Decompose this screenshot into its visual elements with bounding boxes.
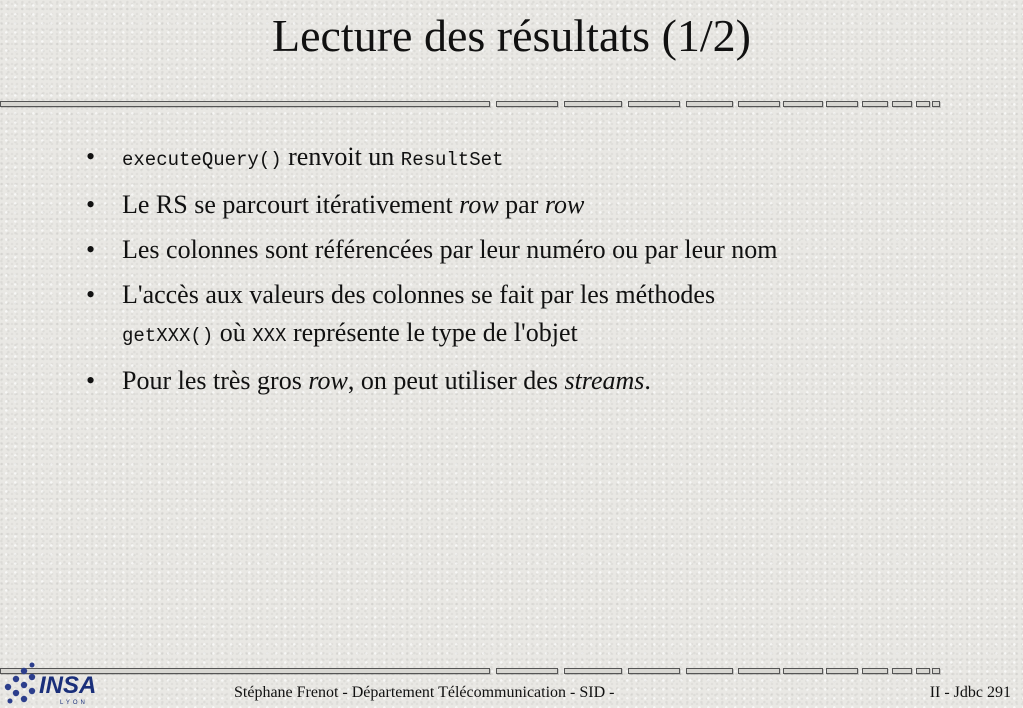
bullet-icon: •: [86, 190, 96, 219]
bullet-icon: •: [86, 142, 96, 171]
bullet-text: où: [213, 318, 253, 347]
emphasis-row: row: [459, 190, 499, 219]
divider-segment: [892, 668, 912, 674]
svg-text:LYON: LYON: [60, 700, 88, 706]
bullet-text: Pour les très gros: [122, 366, 309, 395]
divider-segment: [862, 101, 888, 107]
slide-title: Lecture des résultats (1/2): [272, 10, 751, 61]
bullet-text: , on peut utiliser des: [347, 366, 565, 395]
divider-segment: [738, 668, 780, 674]
bullet-item-5: [86, 362, 986, 400]
divider-segment: [686, 101, 733, 107]
emphasis-row: row: [544, 190, 585, 219]
code-getxxx: getXXX(): [122, 325, 214, 347]
footer-author: Stéphane Frenot - Département Télécommunication - SID -: [234, 684, 615, 701]
svg-text:INSA: INSA: [39, 672, 97, 699]
bullet-text: Le RS se parcourt itérativement: [122, 190, 460, 219]
divider-segment: [826, 101, 858, 107]
divider-segment: [496, 101, 558, 107]
divider-segment: [916, 668, 930, 674]
divider-segment: [686, 668, 733, 674]
bullet-text: par: [498, 190, 545, 219]
divider-segment: [628, 101, 680, 107]
bullet-list: [86, 138, 986, 407]
divider-segment: [932, 101, 940, 107]
bullet-text: L'accès aux valeurs des colonnes se fait par les méthodes: [122, 280, 716, 309]
bullet-icon: •: [86, 280, 96, 309]
insa-logo: [2, 657, 104, 707]
bullet-item-4: [86, 276, 986, 355]
bullet-item-1: [86, 138, 986, 179]
code-resultset: ResultSet: [400, 149, 504, 171]
code-xxx: XXX: [252, 325, 287, 347]
divider-segment: [783, 668, 823, 674]
divider-segment: [862, 668, 888, 674]
divider-segment: [916, 101, 930, 107]
divider-segment: [564, 101, 622, 107]
divider-segment: [564, 668, 622, 674]
footer-page-number: II - Jdbc 291: [929, 684, 1011, 701]
divider-segment: [783, 101, 823, 107]
emphasis-streams: streams: [564, 366, 645, 395]
bullet-item-3: [86, 231, 986, 269]
divider-segment: [628, 668, 680, 674]
emphasis-row: row: [308, 366, 348, 395]
divider-segment: [738, 101, 780, 107]
bullet-text: Les colonnes sont référencées par leur numéro ou par leur nom: [122, 235, 778, 264]
bullet-icon: •: [86, 235, 96, 264]
bullet-text: renvoit un: [281, 142, 401, 171]
divider-segment: [0, 101, 490, 107]
bullet-item-2: [86, 186, 986, 224]
divider-segment: [892, 101, 912, 107]
code-execute-query: executeQuery(): [122, 149, 282, 171]
divider-segment: [932, 668, 940, 674]
bullet-text: représente le type de l'objet: [286, 318, 578, 347]
divider-segment: [496, 668, 558, 674]
bullet-icon: •: [86, 366, 96, 395]
bullet-text: .: [644, 366, 651, 395]
divider-segment: [826, 668, 858, 674]
